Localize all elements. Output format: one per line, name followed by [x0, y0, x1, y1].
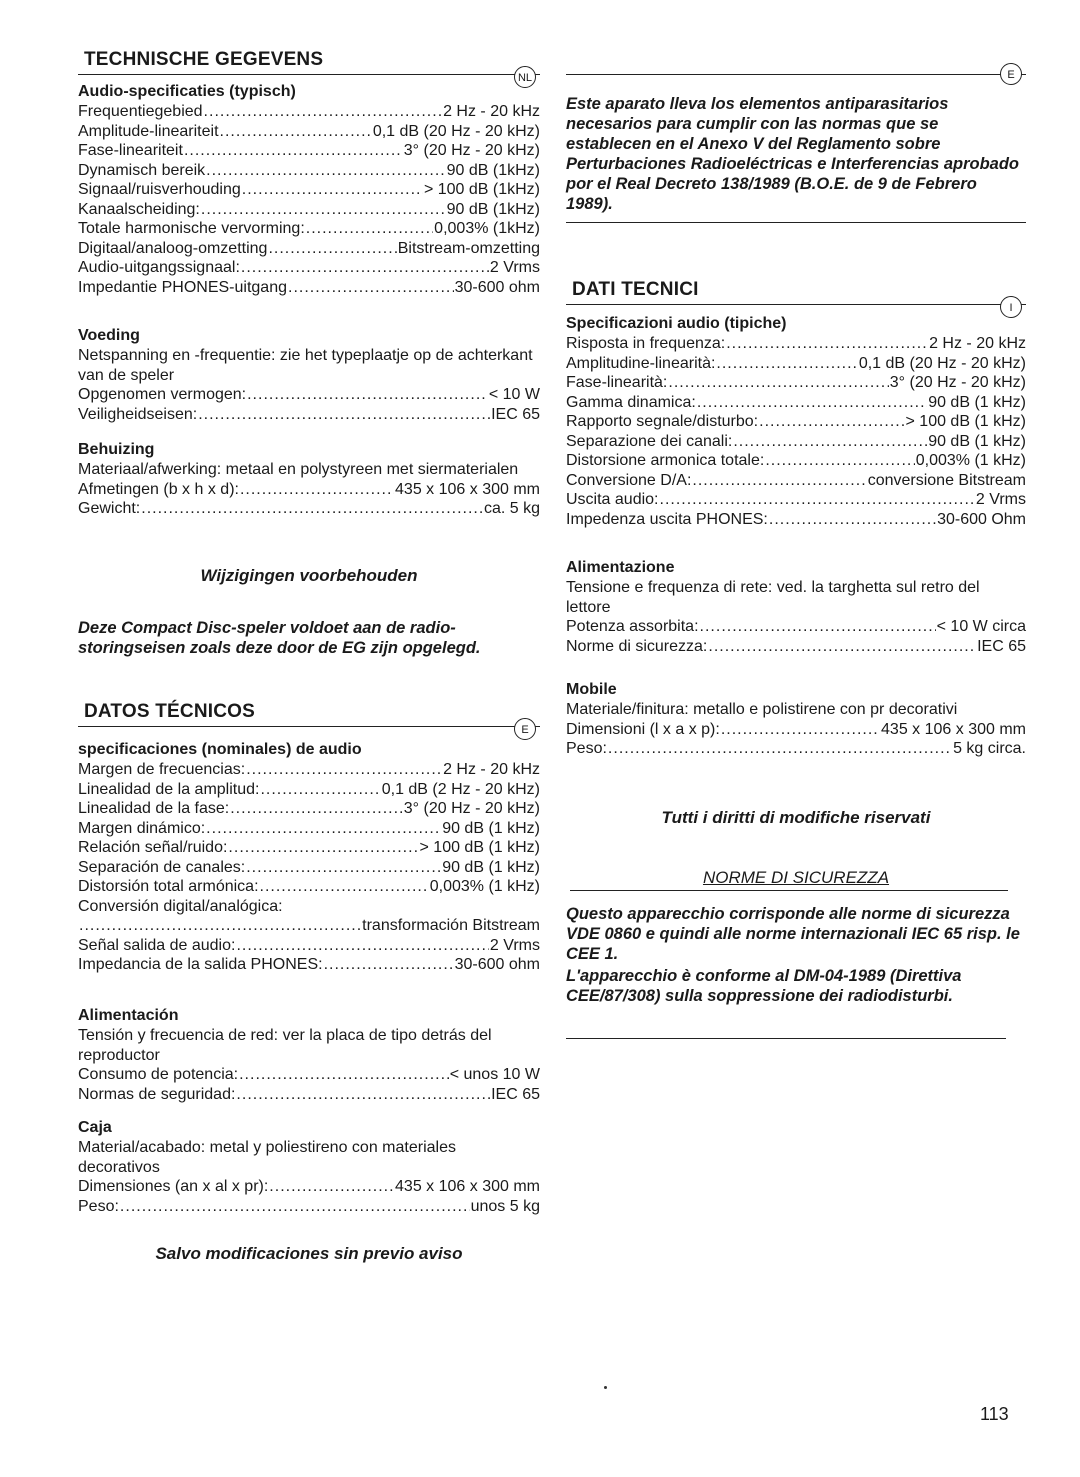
dot-leader	[239, 1065, 449, 1085]
spec-value: 2 Vrms	[489, 936, 540, 954]
spec-label: Audio-uitgangssignaal:	[78, 259, 240, 276]
spec-label: Gamma dinamica:	[566, 393, 696, 411]
spec-row	[78, 141, 540, 161]
it-safety-heading: NORME DI SICUREZZA	[702, 868, 890, 887]
spec-value: 0,003% (1kHz)	[434, 220, 540, 237]
spec-label: Dimensioni (l x a x p):	[566, 720, 720, 738]
spec-label: Uscita audio:	[566, 491, 659, 508]
spec-label: Impedantie PHONES-uitgang	[78, 278, 287, 296]
spec-row	[78, 936, 540, 956]
dot-leader	[733, 432, 927, 452]
spec-row	[566, 471, 1026, 491]
spec-label: Linealidad de la fase:	[78, 800, 230, 817]
dot-leader	[726, 334, 928, 354]
dot-leader	[269, 1177, 394, 1197]
es-audio-heading: specificaciones (nominales) de audio	[78, 741, 362, 758]
spec-label: Amplitude-lineariteit	[78, 122, 219, 140]
it-reserved-note: Tutti i diritti di modifiche riservati	[661, 808, 931, 827]
spec-row	[78, 499, 540, 519]
dot-leader	[721, 720, 880, 740]
dot-leader	[236, 936, 488, 956]
spec-label: Consumo de potencia:	[78, 1066, 239, 1083]
dot-leader	[206, 161, 445, 181]
spec-row	[566, 510, 1026, 530]
spec-label: Gewicht:	[78, 500, 141, 517]
es-notice-rule	[566, 222, 1026, 223]
spec-label: Rapporto segnale/disturbo:	[566, 413, 759, 430]
spec-row	[566, 334, 1026, 354]
spec-row	[78, 799, 540, 819]
dot-leader	[204, 102, 443, 122]
it-housing-heading: Mobile	[566, 681, 617, 698]
spec-row	[78, 858, 540, 878]
spec-value: 0,1 dB (20 Hz - 20 kHz)	[858, 354, 1026, 372]
spec-value: < 10 W	[488, 386, 540, 403]
spec-value: 2 Hz - 20 kHz	[443, 761, 540, 778]
it-audio-list	[566, 334, 1026, 529]
spec-row	[78, 405, 540, 425]
spec-value: IEC 65	[491, 405, 540, 423]
es-power	[78, 1006, 540, 1104]
spec-value: 30-600 ohm	[454, 278, 540, 296]
spec-value: 2 Hz - 20 kHz	[443, 103, 540, 120]
spec-row	[78, 122, 540, 142]
dot-leader	[260, 877, 429, 897]
dot-leader	[765, 451, 914, 471]
es-notice: Este aparato lleva los elementos antiparasitarios necesarios para cumplir con las normas que se establecen en el Anexo V del Reglamento sobre Perturbaciones Radioeléctricas e Interferencias aprobado por el Real Decreto 138/1989 (B.O.E. de 9 de Febrero 1989).	[566, 95, 1020, 213]
spec-label: Risposta in frequenza:	[566, 335, 726, 352]
nl-audio-heading: Audio-specificaties (typisch)	[78, 83, 296, 100]
dot-leader	[184, 141, 403, 161]
spec-value: IEC 65	[977, 637, 1026, 655]
spec-row	[566, 739, 1026, 759]
spec-value: 0,1 dB (20 Hz - 20 kHz)	[372, 122, 540, 140]
dot-leader	[668, 373, 888, 393]
nl-power	[78, 326, 540, 424]
es-power-list	[78, 1065, 540, 1104]
it-housing-text: Materiale/finitura: metallo e polistirene con pr decorativi	[566, 701, 958, 718]
spec-row	[78, 239, 540, 259]
es-housing-heading: Caja	[78, 1119, 112, 1136]
spec-value: > 100 dB (1 kHz)	[419, 839, 540, 856]
spec-row	[566, 451, 1026, 471]
spec-value: > 100 dB (1 kHz)	[905, 413, 1026, 430]
spec-row	[566, 393, 1026, 413]
spec-label: Potenza assorbita:	[566, 618, 699, 635]
spec-row	[78, 180, 540, 200]
spec-label: Margen dinámico:	[78, 819, 206, 837]
es-notice-header	[566, 52, 1026, 81]
spec-row	[78, 161, 540, 181]
spec-label: Normas de seguridad:	[78, 1085, 236, 1103]
spec-label: Veiligheidseisen:	[78, 405, 198, 423]
spec-label: Fase-lineariteit	[78, 142, 183, 159]
it-title: DATI TECNICI	[572, 279, 699, 300]
dot-leader	[228, 838, 418, 858]
dot-leader	[660, 490, 975, 510]
it-safety-text-2: L'apparecchio è conforme al DM-04-1989 (Direttiva CEE/87/308) sulla soppressione dei radiodisturbi.	[566, 967, 962, 1005]
nl-housing-heading: Behuizing	[78, 441, 155, 458]
spec-value: 3° (20 Hz - 20 kHz)	[403, 142, 540, 159]
spec-label: Relación señal/ruido:	[78, 839, 228, 856]
spec-value: 30-600 Ohm	[937, 510, 1026, 528]
it-audio-specs	[566, 314, 1026, 529]
es-reserved-note: Salvo modificaciones sin previo aviso	[155, 1244, 463, 1263]
nl-audio-specs	[78, 82, 540, 297]
dot-leader	[236, 1085, 490, 1105]
spec-value: 90 dB (1 kHz)	[928, 432, 1026, 450]
dot-leader	[230, 799, 403, 819]
spec-row	[78, 838, 540, 858]
dot-leader	[246, 858, 441, 878]
es-power-text: Tensión y frecuencia de red: ver la placa de tipo detrás del reproductor	[78, 1027, 492, 1064]
spec-label: Dynamisch bereik	[78, 161, 206, 179]
dot-leader	[697, 393, 927, 413]
dot-leader	[759, 412, 904, 432]
it-power	[566, 558, 1026, 656]
spec-row	[78, 760, 540, 780]
spec-value: conversione Bitstream	[867, 471, 1026, 489]
spec-value: > 100 dB (1kHz)	[423, 181, 540, 198]
es-section-header	[78, 690, 540, 736]
spec-label: Peso:	[78, 1197, 119, 1215]
spec-row	[78, 1065, 540, 1085]
dot-leader	[120, 1197, 470, 1217]
es-notice-badge: E	[1000, 63, 1022, 85]
spec-label: Norme di sicurezza:	[566, 637, 708, 655]
spec-label: Fase-linearità:	[566, 374, 668, 391]
spec-row	[78, 200, 540, 220]
dot-leader	[306, 219, 433, 239]
spec-value: unos 5 kg	[470, 1197, 540, 1215]
spec-label: Opgenomen vermogen:	[78, 386, 247, 403]
spec-value: 90 dB (1 kHz)	[928, 393, 1026, 411]
spec-value: 5 kg circa.	[953, 740, 1026, 757]
spec-row	[78, 258, 540, 278]
spec-label: Dimensiones (an x al x pr):	[78, 1178, 269, 1195]
es-housing-list	[78, 1177, 540, 1216]
spec-value: 90 dB (1 kHz)	[442, 858, 540, 876]
es-conversion-value: transformación Bitstream	[362, 917, 540, 934]
es-housing	[78, 1118, 540, 1216]
spec-value: 90 dB (1 kHz)	[442, 819, 540, 837]
dot-leader	[700, 617, 936, 637]
spec-row	[78, 1177, 540, 1197]
spec-value: < unos 10 W	[449, 1066, 540, 1083]
dot-leader	[708, 637, 976, 657]
spec-value: 435 x 106 x 300 mm	[395, 1178, 540, 1195]
spec-label: Separazione dei canali:	[566, 432, 733, 450]
dot-leader	[288, 278, 454, 298]
dot-leader	[247, 385, 488, 405]
spec-row	[78, 480, 540, 500]
spec-row	[78, 955, 540, 975]
dot-leader	[241, 258, 489, 278]
it-housing-list	[566, 720, 1026, 759]
spec-value: IEC 65	[491, 1085, 540, 1103]
dot-leader	[201, 200, 446, 220]
spec-row	[566, 354, 1026, 374]
spec-label: Kanaalscheiding:	[78, 200, 200, 218]
it-power-list	[566, 617, 1026, 656]
dot-leader	[608, 739, 952, 759]
spec-value: 3° (20 Hz - 20 kHz)	[889, 374, 1026, 391]
es-audio-list-2	[78, 936, 540, 975]
it-bottom-rule	[566, 1038, 1006, 1039]
nl-title: TECHNISCHE GEGEVENS	[84, 49, 324, 70]
es-audio-list	[78, 760, 540, 897]
spec-row	[566, 490, 1026, 510]
nl-reserved-note: Wijzigingen voorbehouden	[200, 566, 418, 585]
dot-leader	[260, 780, 380, 800]
it-safety-text-1: Questo apparecchio corrisponde alle norme di sicurezza VDE 0860 e quindi alle norme internazionali IEC 65 risp. le CEE 1.	[566, 905, 1020, 963]
nl-language-badge: NL	[514, 66, 536, 88]
dot-leader	[240, 480, 394, 500]
page-number: 113	[980, 1404, 1009, 1424]
spec-row	[78, 780, 540, 800]
spec-label: Distorsione armonica totale:	[566, 452, 765, 469]
spec-value: 0,003% (1 kHz)	[429, 878, 540, 895]
it-power-heading: Alimentazione	[566, 559, 675, 576]
nl-housing	[78, 440, 540, 519]
spec-row	[566, 412, 1026, 432]
spec-label: Linealidad de la amplitud:	[78, 780, 260, 798]
spec-row	[78, 385, 540, 405]
spec-label: Amplitudine-linearità:	[566, 354, 716, 372]
spec-value: 435 x 106 x 300 mm	[881, 720, 1026, 738]
nl-housing-list	[78, 480, 540, 519]
scan-speck	[604, 1386, 607, 1389]
spec-label: Frequentiegebied	[78, 103, 203, 120]
spec-value: 2 Vrms	[975, 491, 1026, 508]
dot-leader	[692, 471, 866, 491]
spec-value: 90 dB (1kHz)	[446, 161, 540, 179]
spec-label: Totale harmonische vervorming:	[78, 220, 305, 237]
spec-row	[78, 819, 540, 839]
spec-label: Impedancia de la salida PHONES:	[78, 956, 323, 973]
spec-value: < 10 W circa	[936, 618, 1026, 635]
nl-compliance-note: Deze Compact Disc-speler voldoet aan de radio-storingseisen zoals deze door de EG zijn opgelegd.	[78, 619, 481, 657]
dot-leader	[769, 510, 936, 530]
es-conversion-row	[78, 916, 540, 936]
it-language-badge: I	[1000, 296, 1022, 318]
nl-power-list	[78, 385, 540, 424]
spec-value: 0,1 dB (2 Hz - 20 kHz)	[381, 780, 540, 798]
spec-label: Señal salida de audio:	[78, 936, 236, 954]
es-power-heading: Alimentación	[78, 1007, 179, 1024]
spec-row	[78, 1085, 540, 1105]
it-audio-heading: Specificazioni audio (tipiche)	[566, 315, 787, 332]
it-housing	[566, 680, 1026, 759]
spec-label: Distorsión total armónica:	[78, 878, 259, 895]
nl-power-text: Netspanning en -frequentie: zie het typeplaatje op de achterkant van de speler	[78, 347, 533, 384]
spec-label: Separación de canales:	[78, 858, 246, 876]
spec-row	[78, 278, 540, 298]
spec-row	[566, 373, 1026, 393]
spec-value: ca. 5 kg	[483, 500, 540, 517]
es-language-badge: E	[514, 718, 536, 740]
spec-row	[566, 432, 1026, 452]
spec-value: 2 Vrms	[489, 259, 540, 276]
spec-label: Conversione D/A:	[566, 471, 692, 489]
es-title: DATOS TÉCNICOS	[84, 701, 255, 722]
spec-row	[566, 637, 1026, 657]
dot-leader	[246, 760, 442, 780]
spec-label: Impedenza uscita PHONES:	[566, 510, 768, 528]
nl-housing-text: Materiaal/afwerking: metaal en polystyreen met siermaterialen	[78, 461, 519, 478]
dot-leader	[220, 122, 372, 142]
dot-leader	[141, 499, 483, 519]
spec-value: 30-600 ohm	[454, 956, 540, 973]
spec-label: Margen de frecuencias:	[78, 761, 246, 778]
it-power-text: Tensione e frequenza di rete: ved. la targhetta sul retro del lettore	[566, 579, 980, 616]
spec-row	[78, 877, 540, 897]
spec-label: Afmetingen (b x h x d):	[78, 480, 239, 498]
spec-label: Peso:	[566, 740, 607, 757]
spec-row	[566, 720, 1026, 740]
nl-power-heading: Voeding	[78, 327, 140, 344]
dot-leader	[206, 819, 441, 839]
nl-audio-list	[78, 102, 540, 297]
spec-row	[78, 1197, 540, 1217]
spec-label: Digitaal/analoog-omzetting	[78, 239, 268, 257]
es-audio-specs	[78, 740, 540, 975]
es-conversion-label: Conversión digital/analógica:	[78, 897, 283, 915]
es-housing-text: Material/acabado: metal y poliestireno con materiales decorativos	[78, 1139, 456, 1176]
it-section-header	[566, 268, 1026, 314]
spec-value: 0,003% (1 kHz)	[915, 452, 1026, 469]
spec-value: 2 Hz - 20 kHz	[929, 335, 1026, 352]
dot-leader	[268, 239, 396, 259]
it-safety-rule	[570, 890, 1008, 891]
dot-leader	[198, 405, 490, 425]
spec-row	[566, 617, 1026, 637]
dot-leader	[242, 180, 423, 200]
dot-leader	[716, 354, 857, 374]
nl-section-header	[78, 38, 540, 84]
spec-value: Bitstream-omzetting	[397, 239, 540, 257]
spec-row	[78, 219, 540, 239]
spec-value: 90 dB (1kHz)	[446, 200, 540, 218]
spec-value: 3° (20 Hz - 20 kHz)	[403, 800, 540, 817]
spec-value: 435 x 106 x 300 mm	[395, 480, 540, 498]
spec-label: Signaal/ruisverhouding	[78, 181, 241, 198]
spec-row	[78, 102, 540, 122]
dot-leader	[324, 955, 454, 975]
